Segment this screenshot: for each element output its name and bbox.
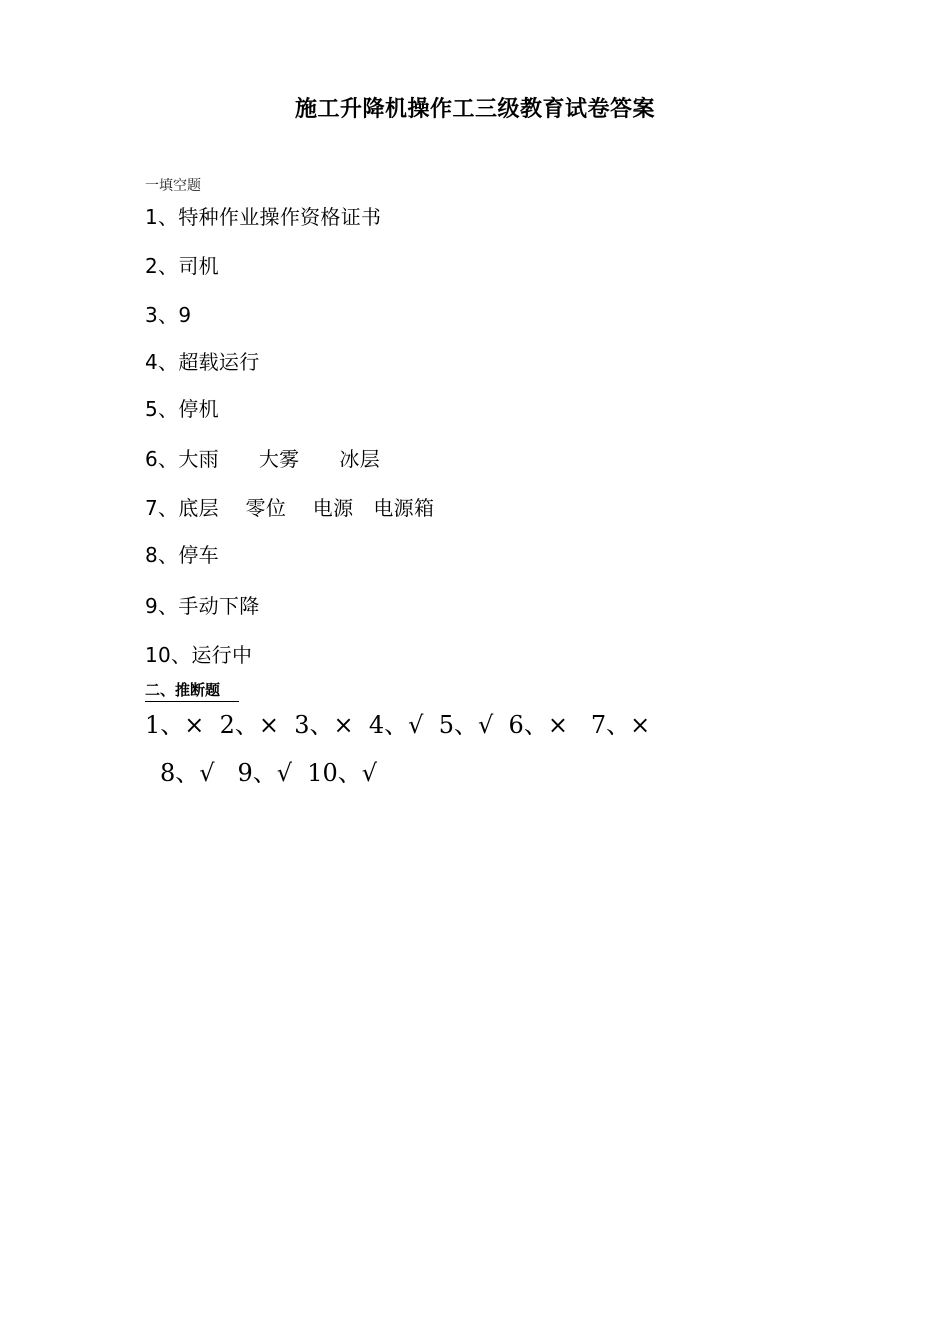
answer-item: 1、特种作业操作资格证书	[145, 205, 382, 229]
judge-section-heading: 二、推断题	[145, 679, 239, 702]
answer-item: 2、司机	[145, 254, 219, 278]
answer-item: 5、停机	[145, 397, 219, 421]
answer-item: 6、大雨 大雾 冰层	[145, 447, 381, 471]
answer-item: 3、9	[145, 303, 192, 327]
answer-item: 9、手动下降	[145, 594, 260, 618]
answer-item: 7、底层 零位 电源 电源箱	[145, 496, 435, 520]
answer-item: 10、运行中	[145, 643, 253, 667]
answer-item: 8、停车	[145, 543, 219, 567]
page-title: 施工升降机操作工三级教育试卷答案	[294, 96, 655, 122]
judge-answers-row: 8、√ 9、√ 10、√	[160, 759, 378, 787]
judge-answers-row: 1、× 2、× 3、× 4、√ 5、√ 6、× 7、×	[145, 711, 651, 739]
fill-section-heading: 一填空题	[145, 178, 201, 194]
answer-item: 4、超载运行	[145, 350, 260, 374]
